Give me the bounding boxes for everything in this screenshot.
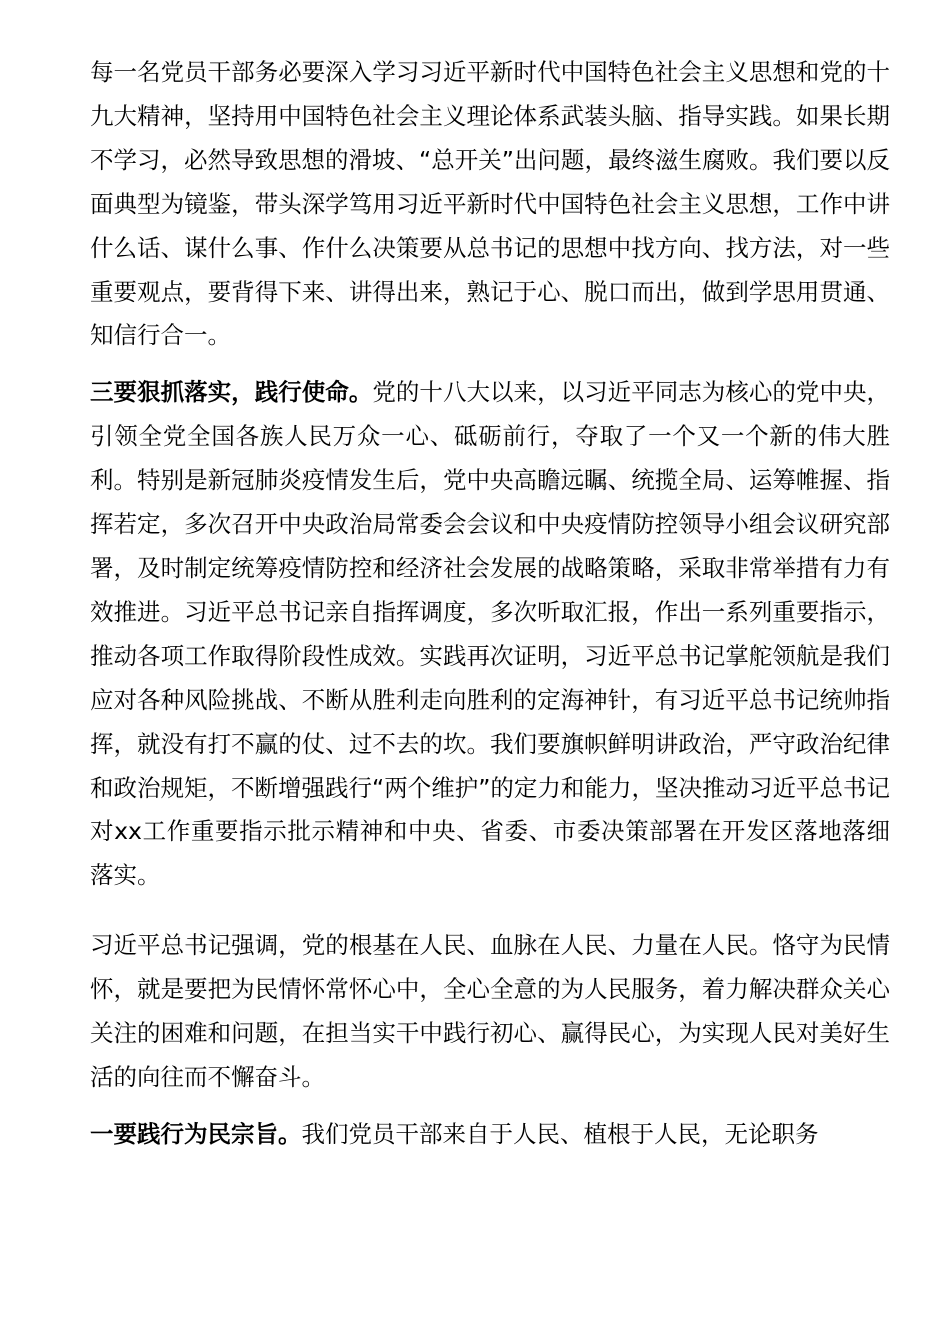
document-page <box>90 51 890 1157</box>
paragraph-text: 习近平总书记强调，党的根基在人民、血脉在人民、力量在人民。恪守为民情怀，就是要把为民情怀常怀心中，全心全意的为人民服务，着力解决群众关心关注的困难和问题，在担当实干中践行初心、赢得民心，为实现人民对美好生活的向往而不懈奋斗。 <box>90 931 890 1091</box>
paragraph-people-sentiment <box>90 924 890 1100</box>
paragraph-lead: 一要践行为民宗旨。 <box>90 1119 302 1148</box>
paragraph-text: 每一名党员干部务必要深入学习习近平新时代中国特色社会主义思想和党的十九大精神，坚持用中国特色社会主义理论体系武装头脑、指导实践。如果长期不学习，必然导致思想的滑坡、“总开关”出问题，最终滋生腐败。我们要以反面典型为镜鉴，带头深学笃用习近平新时代中国特色社会主义思想，工作中讲什么话、谋什么事、作什么决策要从总书记的思想中找方向、找方法，对一些重要观点，要背得下来、讲得出来，熟记于心、脱口而出，做到学思用贯通、知信行合一。 <box>90 58 890 350</box>
paragraph-serve-people <box>90 1113 890 1157</box>
paragraph-implement-mission <box>90 371 890 898</box>
paragraph-text: 党的十八大以来，以习近平同志为核心的党中央，引领全党全国各族人民万众一心、砥砺前行，夺取了一个又一个新的伟大胜利。特别是新冠肺炎疫情发生后，党中央高瞻远瞩、统揽全局、运筹帷握、指挥若定，多次召开中央政治局常委会会议和中央疫情防控领导小组会议研究部署，及时制定统筹疫情防控和经济社会发展的战略策略，采取非常举措有力有效推进。习近平总书记亲自指挥调度，多次听取汇报，作出一系列重要指示，推动各项工作取得阶段性成效。实践再次证明，习近平总书记掌舵领航是我们应对各种风险挑战、不断从胜利走向胜利的定海神针，有习近平总书记统帅指挥，就没有打不赢的仗、过不去的坎。我们要旗帜鲜明讲政治，严守政治纪律和政治规矩，不断增强践行“两个维护”的定力和能力，坚决推动习近平总书记对xx工作重要指示批示精神和中央、省委、市委决策部署在开发区落地落细落实。 <box>90 378 891 890</box>
paragraph-lead: 三要狠抓落实，践行使命。 <box>90 378 373 407</box>
paragraph-text: 我们党员干部来自于人民、植根于人民，无论职务 <box>301 1119 819 1148</box>
paragraph-study-thought <box>90 51 890 358</box>
